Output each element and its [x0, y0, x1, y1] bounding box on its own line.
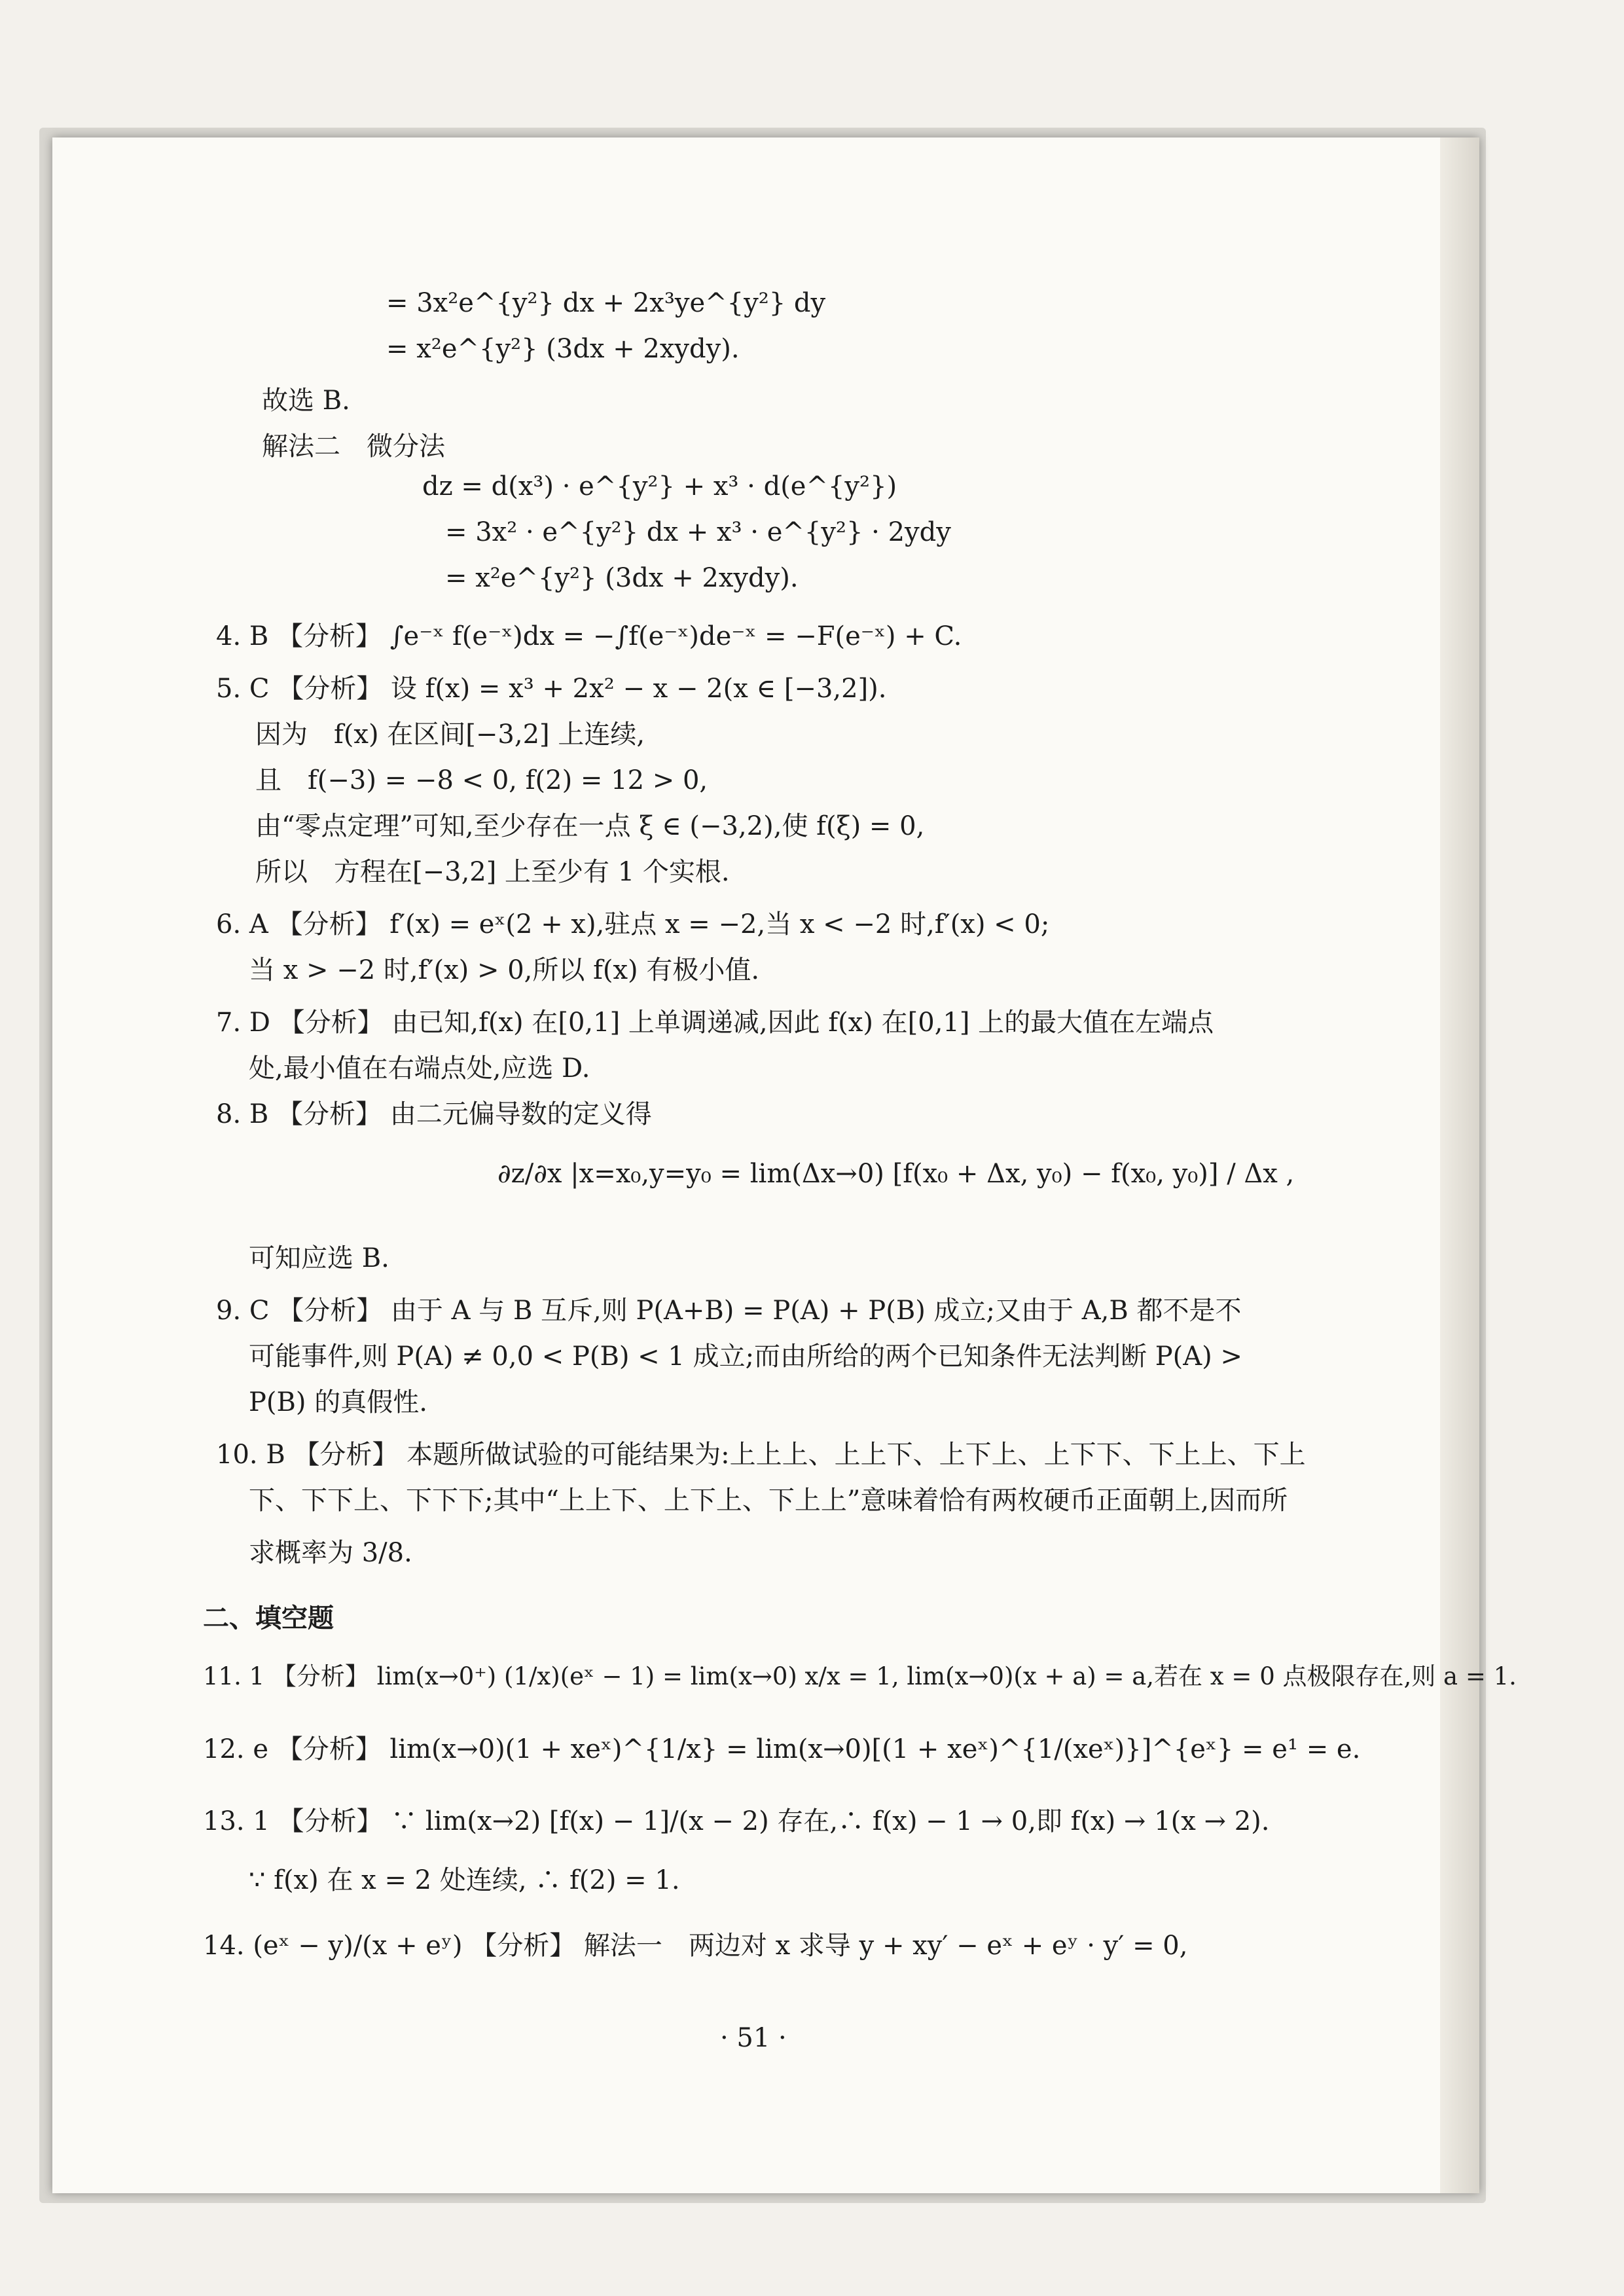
text-line: 13. 1 【分析】 ∵ lim(x→2) [f(x) − 1]/(x − 2) 存在,∴ f(x) − 1 → 0,即 f(x) → 1(x → 2).	[203, 1806, 1270, 1836]
text-line: 故选 B.	[262, 386, 350, 416]
text-line: = x²e^{y²} (3dx + 2xydy).	[445, 563, 799, 593]
text-line: 6. A 【分析】 f′(x) = eˣ(2 + x),驻点 x = −2,当 x < −2 时,f′(x) < 0;	[216, 909, 1050, 939]
text-line: 求概率为 3/8.	[249, 1538, 412, 1568]
page-edge	[1440, 137, 1479, 2193]
text-line: 4. B 【分析】 ∫e⁻ˣ f(e⁻ˣ)dx = −∫f(e⁻ˣ)de⁻ˣ = −F(e⁻ˣ) + C.	[216, 621, 962, 651]
text-line: P(B) 的真假性.	[249, 1387, 427, 1417]
text-line: 可知应选 B.	[249, 1243, 389, 1273]
text-line: 11. 1 【分析】 lim(x→0⁺) (1/x)(eˣ − 1) = lim(x→0) x/x = 1, lim(x→0)(x + a) = a,若在 x = 0 点极限存在,则 a = 1.	[203, 1662, 1517, 1690]
text-line: 7. D 【分析】 由已知,f(x) 在[0,1] 上单调递减,因此 f(x) 在[0,1] 上的最大值在左端点	[216, 1008, 1214, 1038]
text-line: 5. C 【分析】 设 f(x) = x³ + 2x² − x − 2(x ∈ [−3,2]).	[216, 674, 887, 704]
text-line: 由“零点定理”可知,至少存在一点 ξ ∈ (−3,2),使 f(ξ) = 0,	[255, 811, 925, 841]
text-line: 解法二 微分法	[262, 431, 445, 462]
section-heading: 二、填空题	[203, 1603, 334, 1633]
text-line: 可能事件,则 P(A) ≠ 0,0 < P(B) < 1 成立;而由所给的两个已知条件无法判断 P(A) >	[249, 1341, 1243, 1372]
text-line: ∵ f(x) 在 x = 2 处连续, ∴ f(2) = 1.	[249, 1865, 680, 1895]
text-line: = 3x²e^{y²} dx + 2x³ye^{y²} dy	[386, 288, 826, 318]
text-line: 且 f(−3) = −8 < 0, f(2) = 12 > 0,	[255, 765, 708, 795]
text-line: 10. B 【分析】 本题所做试验的可能结果为:上上上、上上下、上下上、上下下、下上上、下上	[216, 1440, 1306, 1470]
text-line: dz = d(x³) · e^{y²} + x³ · d(e^{y²})	[422, 471, 897, 501]
text-line: 14. (eˣ − y)/(x + eʸ) 【分析】 解法一 两边对 x 求导 y + xy′ − eˣ + eʸ · y′ = 0,	[203, 1931, 1188, 1961]
text-line: 所以 方程在[−3,2] 上至少有 1 个实根.	[255, 857, 730, 887]
text-line: 因为 f(x) 在区间[−3,2] 上连续,	[255, 720, 645, 750]
text-line: 处,最小值在右端点处,应选 D.	[249, 1053, 590, 1084]
text-line: = x²e^{y²} (3dx + 2xydy).	[386, 334, 740, 364]
text-line: 12. e 【分析】 lim(x→0)(1 + xeˣ)^{1/x} = lim(x→0)[(1 + xeˣ)^{1/(xeˣ)}]^{eˣ} = e¹ = e.	[203, 1734, 1361, 1764]
text-line: 9. C 【分析】 由于 A 与 B 互斥,则 P(A+B) = P(A) + P(B) 成立;又由于 A,B 都不是不	[216, 1296, 1242, 1326]
formula-line: ∂z/∂x |x=x₀,y=y₀ = lim(Δx→0) [f(x₀ + Δx, y₀) − f(x₀, y₀)] / Δx ,	[497, 1159, 1295, 1189]
page-number: · 51 ·	[720, 2023, 787, 2053]
text-line: 当 x > −2 时,f′(x) > 0,所以 f(x) 有极小值.	[249, 955, 760, 985]
text-line: 下、下下上、下下下;其中“上上下、上下上、下上上”意味着恰有两枚硬币正面朝上,因而所	[249, 1485, 1288, 1516]
book-page	[52, 137, 1517, 2193]
text-line: 8. B 【分析】 由二元偏导数的定义得	[216, 1099, 652, 1129]
text-line: = 3x² · e^{y²} dx + x³ · e^{y²} · 2ydy	[445, 517, 951, 547]
